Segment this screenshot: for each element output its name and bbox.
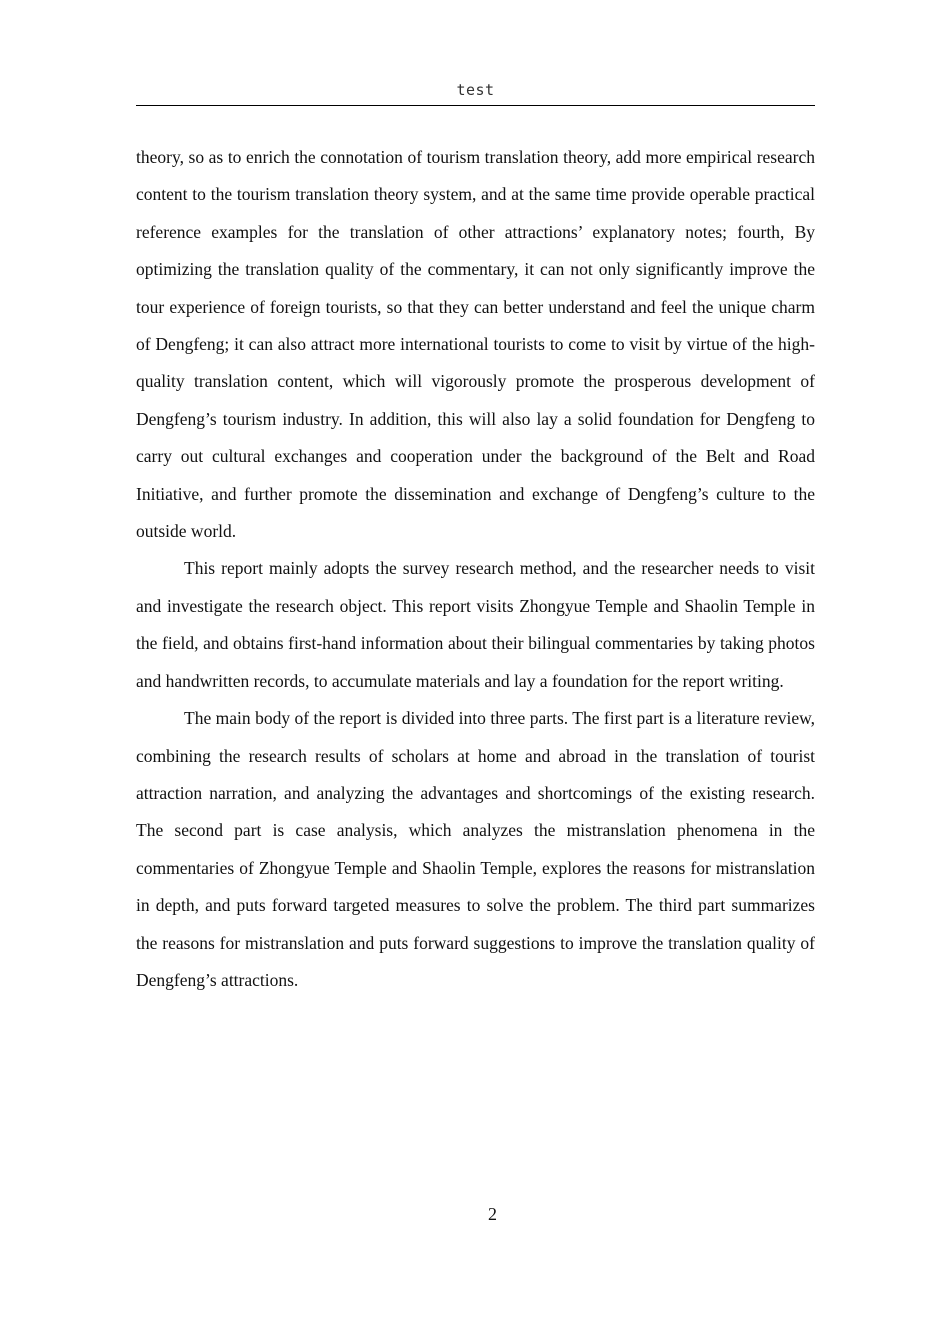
document-body <box>136 139 815 999</box>
paragraph-method: This report mainly adopts the survey research method, and the researcher needs to visit and investigate the research object. This report visits Zhongyue Temple and Shaolin Temple in the field, and obtains first-hand information about their bilingual commentaries by taking photos and handwritten records, to accumulate materials and lay a foundation for the report writing. <box>136 558 815 691</box>
paragraph-continuation: theory, so as to enrich the connotation of tourism translation theory, add more empirical research content to the tourism translation theory system, and at the same time provide operable practical reference examples for the translation of other attractions’ explanatory notes; fourth, By optimizing the translation quality of the commentary, it can not only significantly improve the tour experience of foreign tourists, so that they can better understand and feel the unique charm of Dengfeng; it can also attract more international tourists to come to visit by virtue of the high-quality translation content, which will vigorously promote the prosperous development of Dengfeng’s tourism industry. In addition, this will also lay a solid foundation for Dengfeng to carry out cultural exchanges and cooperation under the background of the Belt and Road Initiative, and further promote the dissemination and exchange of Dengfeng’s culture to the outside world. <box>136 147 815 542</box>
header-rule <box>136 105 815 106</box>
page-number: 2 <box>488 1204 497 1224</box>
paragraph-structure: The main body of the report is divided into three parts. The first part is a literature review, combining the research results of scholars at home and abroad in the translation of tourist attraction narration, and analyzing the advantages and shortcomings of the existing research. The second part is case analysis, which analyzes the mistranslation phenomena in the commentaries of Zhongyue Temple and Shaolin Temple, explores the reasons for mistranslation in depth, and puts forward targeted measures to solve the problem. The third part summarizes the reasons for mistranslation and puts forward suggestions to improve the translation quality of Dengfeng’s attractions. <box>136 708 815 990</box>
page-header: test <box>456 81 495 99</box>
